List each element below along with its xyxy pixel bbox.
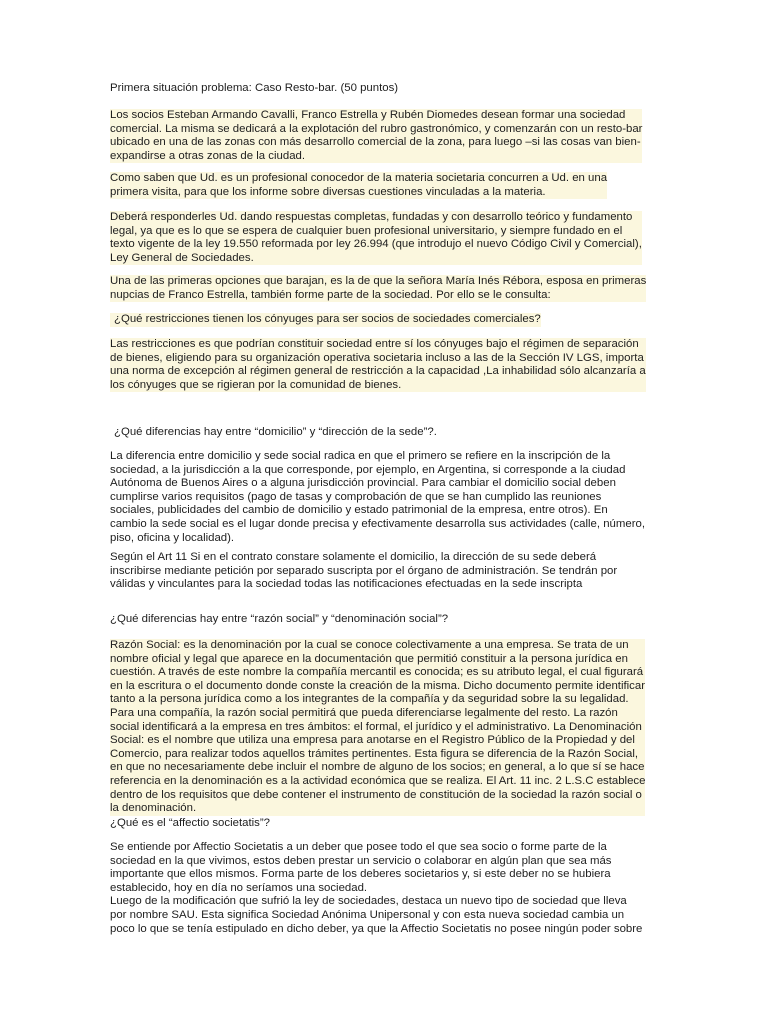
answer-company-name: Razón Social: es la denominación por la cual se conoce colectivamente a una empresa. Se trata de un nombre oficial y legal que aparece en la documentación que permitió constituir a la persona jurídica en cuestión. A través de este nombre la compañía mercantil es conocida; es su atributo legal, el cual figurará en la escritura o el documento donde conste la creación de la misma. Dicho documento permite identificar tanto a la persona jurídica como a los integrantes de la compañía y da seguridad sobre la su legalidad. Para una compañía, la razón social permitirá que pueda diferenciarse legalmente del resto. La razón social identificará a la empresa en tres ámbitos: el formal, el jurídico y el administrativo. La Denominación Social: es el nombre que utiliza una empresa para anotarse en el Registro Público de la Propiedad y del Comercio, para realizar todos aquellos trámites pertinentes. Esta figura se diferencia de la Razón Social, en que no necesariamente debe incluir el nombre de alguno de los socios; en general, a lo que sí se hace referencia en la denominación es a la actividad económica que se realiza. El Art. 11 inc. 2 L.S.C establece dentro de los requisitos que debe contener el instrumento de constitución de la sociedad la razón social o la denominación. [110,639,646,815]
spouse-option-paragraph: Una de las primeras opciones que barajan, es la de que la señora María Inés Rébora, esposa en primeras nupcias de Franco Estrella, también forme parte de la sociedad. Por ello se le consulta: [110,275,647,301]
answer-art-11: Según el Art 11 Si en el contrato constare solamente el domicilio, la dirección de su sede deberá inscribirse mediante petición por separado suscripta por el órgano de administración. Se tendrán por válidas y vinculantes para la sociedad todas las notificaciones efectuadas en la sede inscripta [110,551,618,591]
answer-domicile: La diferencia entre domicilio y sede social radica en que el primero se refiere en la inscripción de la sociedad, a la jurisdicción a la que corresponde, por ejemplo, en Argentina, si corresponde a la ciudad Autónoma de Buenos Aires o a alguna jurisdicción provincial. Para cambiar el domicilio social deben cumplirse varios requisitos (pago de tasas y comprobación de que se han cumplido las reuniones sociales, publicidades del cambio de domicilio y estado patrimonial de la empresa, entre otros). En cambio la sede social es el lugar donde precisa y efectivamente desarrolla sus actividades (calle, número, piso, oficina y localidad). [110,450,646,544]
question-affectio: ¿Qué es el “affectio societatis”? [110,817,270,829]
question-company-name: ¿Qué diferencias hay entre “razón social” y “denominación social”? [110,613,449,625]
context-paragraph: Como saben que Ud. es un profesional conocedor de la materia societaria concurren a Ud. en una primera visita, para que los informe sobre diversas cuestiones vinculadas a la materia. [110,172,608,198]
instructions-paragraph: Deberá responderles Ud. dando respuestas completas, fundadas y con desarrollo teórico y fundamento legal, ya que es lo que se espera de cualquier buen profesional universitario, y siempre fundado en el texto vigente de la ley 19.550 reformada por ley 26.994 (que introdujo el nuevo Código Civil y Comercial), Ley General de Sociedades. [110,211,642,264]
answer-affectio: Se entiende por Affectio Societatis a un deber que posee todo el que sea socio o forme parte de la sociedad en la que vivimos, estos deben prestar un servicio o colaborar en algún plan que sea más importante que ellos mismos. Forma parte de los deberes societarios y, si este deber no se hubiera establecido, hoy en día no seríamos una sociedad. Luego de la modificación que sufrió la ley de sociedades, destaca un nuevo tipo de sociedad que lleva por nombre SAU. Esta significa Sociedad Anónima Unipersonal y con esta nueva sociedad cambia un poco lo que se tenía estipulado en dicho deber, ya que la Affectio Societatis no posee ningún poder sobre [110,841,643,935]
answer-spouses: Las restricciones es que podrían constituir sociedad entre sí los cónyuges bajo el régimen de separación de bienes, eligiendo para su organización operativa societaria incluso a las de la Sección IV LGS, importa una norma de excepción al régimen general de restricción a la capacidad ,La inhabilidad sólo alcanzaría a los cónyuges que se rigieran por la comunidad de bienes. [110,338,646,391]
question-domicile: ¿Qué diferencias hay entre “domicilio” y “dirección de la sede”?. [114,426,437,438]
document-title: Primera situación problema: Caso Resto-bar. (50 puntos) [110,82,399,94]
question-spouses: ¿Qué restricciones tienen los cónyuges para ser socios de sociedades comerciales? [110,313,541,327]
intro-paragraph: Los socios Esteban Armando Cavalli, Franco Estrella y Rubén Diomedes desean formar una sociedad comercial. La misma se dedicará a la explotación del rubro gastronómico, y comenzarán con un resto-bar ubicado en una de las zonas con más desarrollo comercial de la zona, para luego –si las cosas van bien- expandirse a otras zonas de la ciudad. [110,109,643,162]
